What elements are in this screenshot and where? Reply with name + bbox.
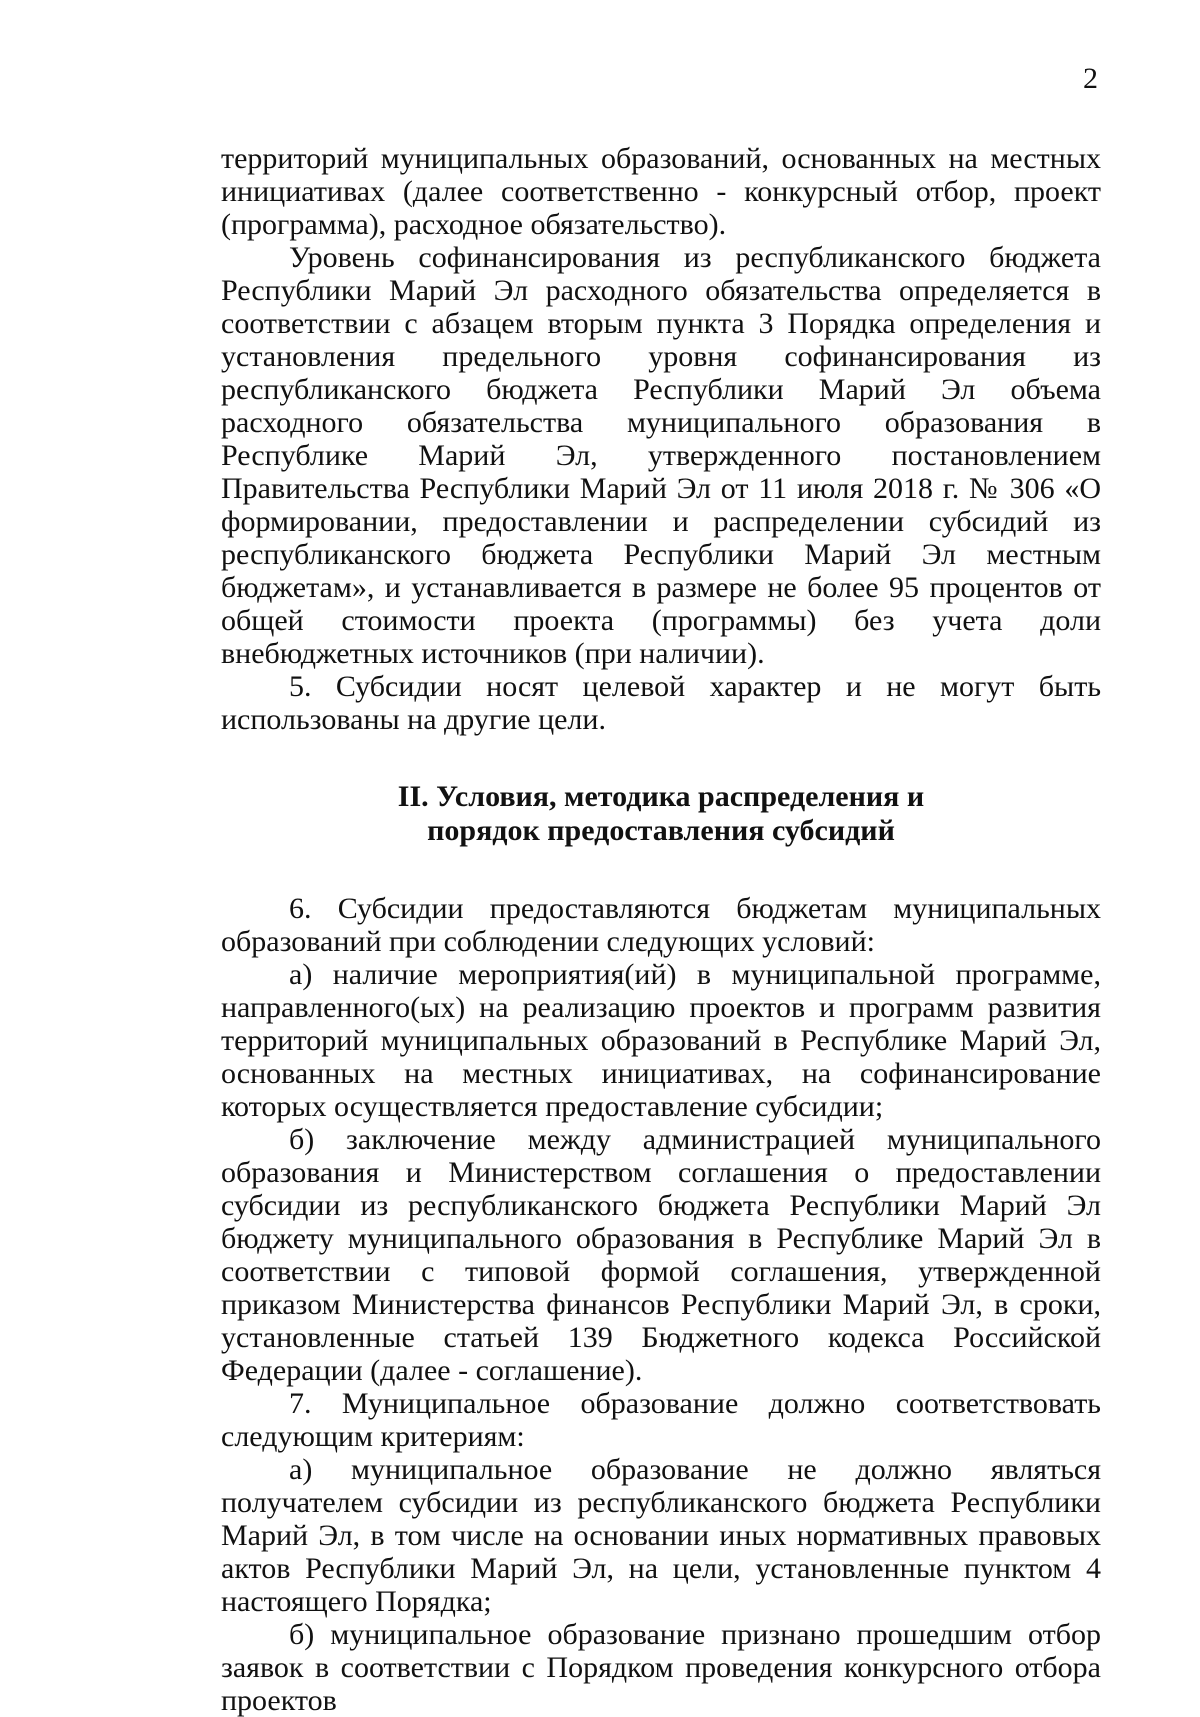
- paragraph-item-6b: б) заключение между администрацией муниципального образования и Министерством соглашения о предоставлении субсидии из республиканского бюджета Республики Марий Эл бюджету муниципального образования в Республике Марий Эл в соответствии с типовой формой соглашения, утвержденной приказом Министерства финансов Республики Марий Эл, в сроки, установленные статьей 139 Бюджетного кодекса Российской Федерации (далее - соглашение).: [221, 1123, 1101, 1387]
- paragraph-item-5: 5. Субсидии носят целевой характер и не могут быть использованы на другие цели.: [221, 670, 1101, 736]
- paragraph-continuation: территорий муниципальных образований, основанных на местных инициативах (далее соответственно - конкурсный отбор, проект (программа), расходное обязательство).: [221, 142, 1101, 241]
- section-heading: II. Условия, методика распределения и порядок предоставления субсидий: [397, 780, 925, 847]
- document-body: [221, 142, 1101, 1717]
- paragraph-item-7a: а) муниципальное образование не должно являться получателем субсидии из республиканского бюджета Республики Марий Эл, в том числе на основании иных нормативных правовых актов Республики Марий Эл, на цели, установленные пунктом 4 настоящего Порядка;: [221, 1453, 1101, 1618]
- paragraph-item-6a: а) наличие мероприятия(ий) в муниципальной программе, направленного(ых) на реализацию проектов и программ развития территорий муниципальных образований в Республике Марий Эл, основанных на местных инициативах, на софинансирование которых осуществляется предоставление субсидии;: [221, 958, 1101, 1123]
- page-number: 2: [1083, 62, 1098, 95]
- paragraph-item-7: 7. Муниципальное образование должно соответствовать следующим критериям:: [221, 1387, 1101, 1453]
- paragraph-item-6: 6. Субсидии предоставляются бюджетам муниципальных образований при соблюдении следующих условий:: [221, 892, 1101, 958]
- paragraph-cofinancing-level: Уровень софинансирования из республиканского бюджета Республики Марий Эл расходного обязательства определяется в соответствии с абзацем вторым пункта 3 Порядка определения и установления предельного уровня софинансирования из республиканского бюджета Республики Марий Эл объема расходного обязательства муниципального образования в Республике Марий Эл, утвержденного постановлением Правительства Республики Марий Эл от 11 июля 2018 г. № 306 «О формировании, предоставлении и распределении субсидий из республиканского бюджета Республики Марий Эл местным бюджетам», и устанавливается в размере не более 95 процентов от общей стоимости проекта (программы) без учета доли внебюджетных источников (при наличии).: [221, 241, 1101, 670]
- paragraph-item-7b: б) муниципальное образование признано прошедшим отбор заявок в соответствии с Порядком проведения конкурсного отбора проектов: [221, 1618, 1101, 1717]
